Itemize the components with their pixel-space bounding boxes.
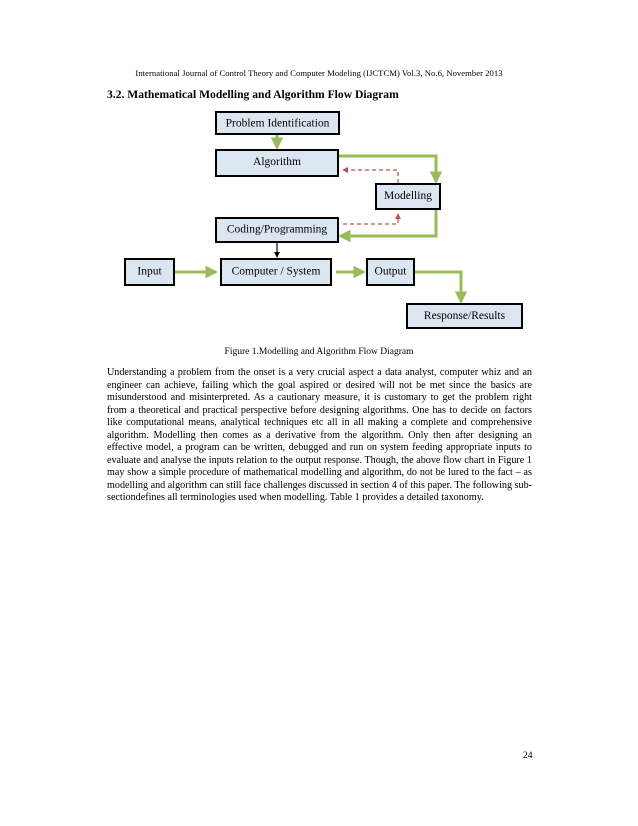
figure-caption: Figure 1.Modelling and Algorithm Flow Diagram	[224, 347, 414, 357]
page-number: 24	[523, 751, 533, 761]
arrow-algorithm-to-modelling	[338, 156, 436, 182]
arrow-modelling-to-coding	[340, 210, 436, 236]
label-algorithm: Algorithm	[253, 156, 301, 168]
label-input: Input	[137, 265, 162, 278]
dashed-modelling-to-algorithm	[343, 170, 398, 183]
body-paragraph: Understanding a problem from the onset is a very crucial aspect a data analyst, computer whiz and an engineer can achieve, failing which the goal aspired or desired will not be met since the basics are misunderstood and misinterpreted. As a cautionary measure, it is customary to get the problem right from a theoretical and practical perspective before designing algorithms. One has to decide on factors like computational means, analytical techniques etc all in all making a complete and comprehensive algorithm. Modelling then comes as a derivative from the algorithm. Only then after designing an effective model, a program can be written, debugged and run on system feeding appropriate inputs to evaluate and analyse the inputs relation to the output response. Though, the above flow chart in Figure 1 may show a simple procedure of mathematical modelling and algorithm, do not be lured to the fact – as modelling and algorithm can still face challenges discussed in section 4 of this paper. The following sub-sectiondefines all terminologies used when modelling. Table 1 provides a detailed taxonomy.	[107, 367, 532, 504]
label-output: Output	[374, 265, 407, 278]
label-computer-system: Computer / System	[231, 265, 321, 278]
arrow-output-to-response	[414, 272, 461, 302]
label-problem-identification: Problem Identification	[225, 117, 330, 130]
label-coding-programming: Coding/Programming	[226, 223, 328, 236]
section-title: 3.2. Mathematical Modelling and Algorithm Flow Diagram	[107, 88, 399, 101]
dashed-coding-to-modelling	[343, 214, 398, 224]
running-head: International Journal of Control Theory and Computer Modeling (IJCTCM) Vol.3, No.6, November 2013	[135, 68, 503, 78]
label-response-results: Response/Results	[423, 310, 506, 322]
flow-diagram	[0, 0, 638, 340]
label-modelling: Modelling	[384, 190, 432, 202]
